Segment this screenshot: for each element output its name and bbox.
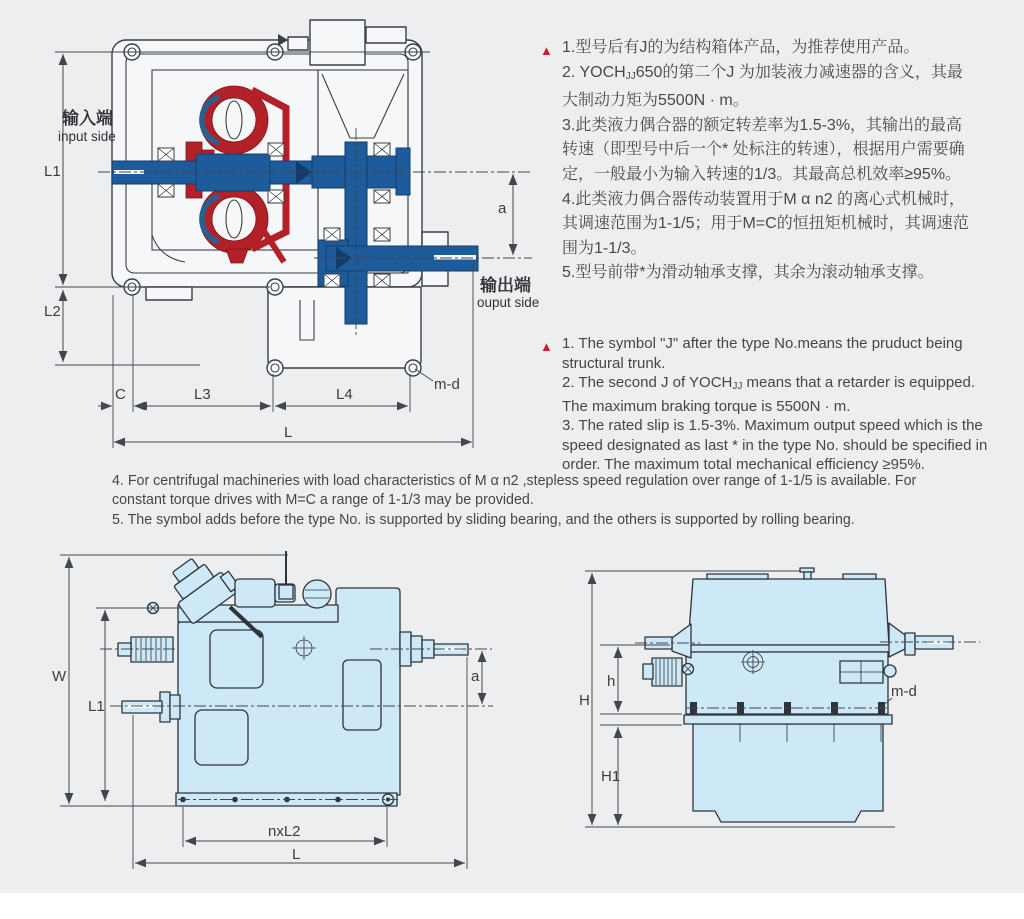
cn-note-line: 4.此类液力偶合器传动装置用于M α n2 的离心式机械时，: [562, 190, 966, 208]
cn-note-line: 大制动力矩为5500N · m。: [562, 92, 749, 110]
bottom-note-line: constant torque drives with M=C a range of 1-1/3 may be provided.: [112, 491, 534, 509]
notes-english: [540, 334, 987, 475]
dim-label-h-total: H: [579, 692, 590, 709]
output-side-label-en: ouput side: [477, 295, 540, 310]
en-note-line: The maximum braking torque is 5500N · m.: [562, 397, 851, 415]
input-side-label-cn: 输入端: [62, 109, 113, 128]
cn-note-line: 定，一般最小为输入转速的1/3。其最高总机效率≥95%。: [562, 165, 962, 183]
dim-label-md: m-d: [434, 376, 460, 393]
dim-label-l4: L4: [336, 386, 353, 403]
notes-chinese: [540, 36, 969, 286]
red-triangle-icon: ▲: [540, 43, 553, 58]
bottom-note-line: 4. For centrifugal machineries with load characteristics of M α n2 ,stepless speed regulation over range of 1-1/5 is available. For: [112, 472, 917, 489]
keyway: [126, 705, 154, 708]
cn-note-line: 3.此类液力偶合器的额定转差率为1.5-3%，其输出的最高: [562, 116, 963, 134]
dim-label-w: W: [52, 668, 67, 685]
housing-outline: [112, 40, 448, 368]
page-bottom-margin: [0, 893, 1024, 919]
pedestal-base: [585, 702, 895, 827]
en-note-line: 2. The second J of YOCHJJ means that a retarder is equipped.: [562, 374, 976, 392]
dim-label-l: L: [284, 424, 293, 441]
dim-label-h-small: h: [607, 673, 616, 690]
end-view-drawing: [560, 545, 1020, 890]
side-view-drawing: [30, 545, 510, 890]
cn-note-line: 1.型号后有J的为结构箱体产品，为推荐使用产品。: [562, 39, 920, 56]
left-shafts: [118, 637, 180, 722]
en-note-line: 1. The symbol "J" after the type No.means the pruduct being: [562, 335, 963, 352]
dim-label-l3: L3: [194, 386, 211, 403]
input-side-label-en: input side: [58, 129, 116, 144]
dim-label-l2: L2: [44, 303, 61, 320]
dim-label-nxl2: nxL2: [268, 823, 301, 840]
gearbox-body: [682, 568, 896, 714]
dim-label-a: a: [498, 200, 507, 217]
keyway: [927, 641, 949, 644]
right-output-shaft: [889, 623, 953, 657]
gearbox-body: [176, 588, 400, 806]
dim-label-l1: L1: [88, 698, 105, 715]
en-note-line: structural trunk.: [562, 354, 666, 372]
notes-bottom: [112, 471, 959, 529]
bottom-note-line: 5. The symbol adds before the type No. is supported by sliding bearing, and the others is supported by rolling bearing.: [112, 510, 855, 528]
cn-note-line: 2. YOCHJJ650的第二个J 为加装液力减速器的含义，其最: [562, 63, 963, 82]
dim-label-c: C: [115, 386, 126, 403]
dim-label-a: a: [471, 668, 480, 685]
en-note-line: order. The maximum total mechanical efficiency ≥95%.: [562, 456, 925, 473]
dim-label-l1: L1: [44, 163, 61, 180]
red-triangle-icon: ▲: [540, 339, 553, 354]
cn-note-line: 5.型号前带*为滑动轴承支撑，其余为滚动轴承支撑。: [562, 264, 934, 282]
output-side-label-cn: 输出端: [480, 276, 531, 295]
dim-label-h1: H1: [601, 768, 621, 785]
output-keyway: [434, 255, 476, 260]
cn-note-line: 转速（即型号中后一个* 处标注的转速），根据用户需要确: [562, 141, 965, 159]
cn-note-line: 围为1-1/3。: [562, 239, 647, 257]
dim-label-md: m-d: [891, 683, 917, 700]
cross-section-drawing: [0, 0, 540, 465]
dim-label-l: L: [292, 846, 301, 863]
en-note-line: speed designated as last * in the type No. should be specified in: [562, 436, 988, 454]
en-note-line: 3. The rated slip is 1.5-3%. Maximum output speed which is the: [562, 417, 983, 434]
cn-note-line: 其调速范围为1-1/5；用于M=C的恒扭矩机械时，其调速范: [562, 215, 969, 233]
